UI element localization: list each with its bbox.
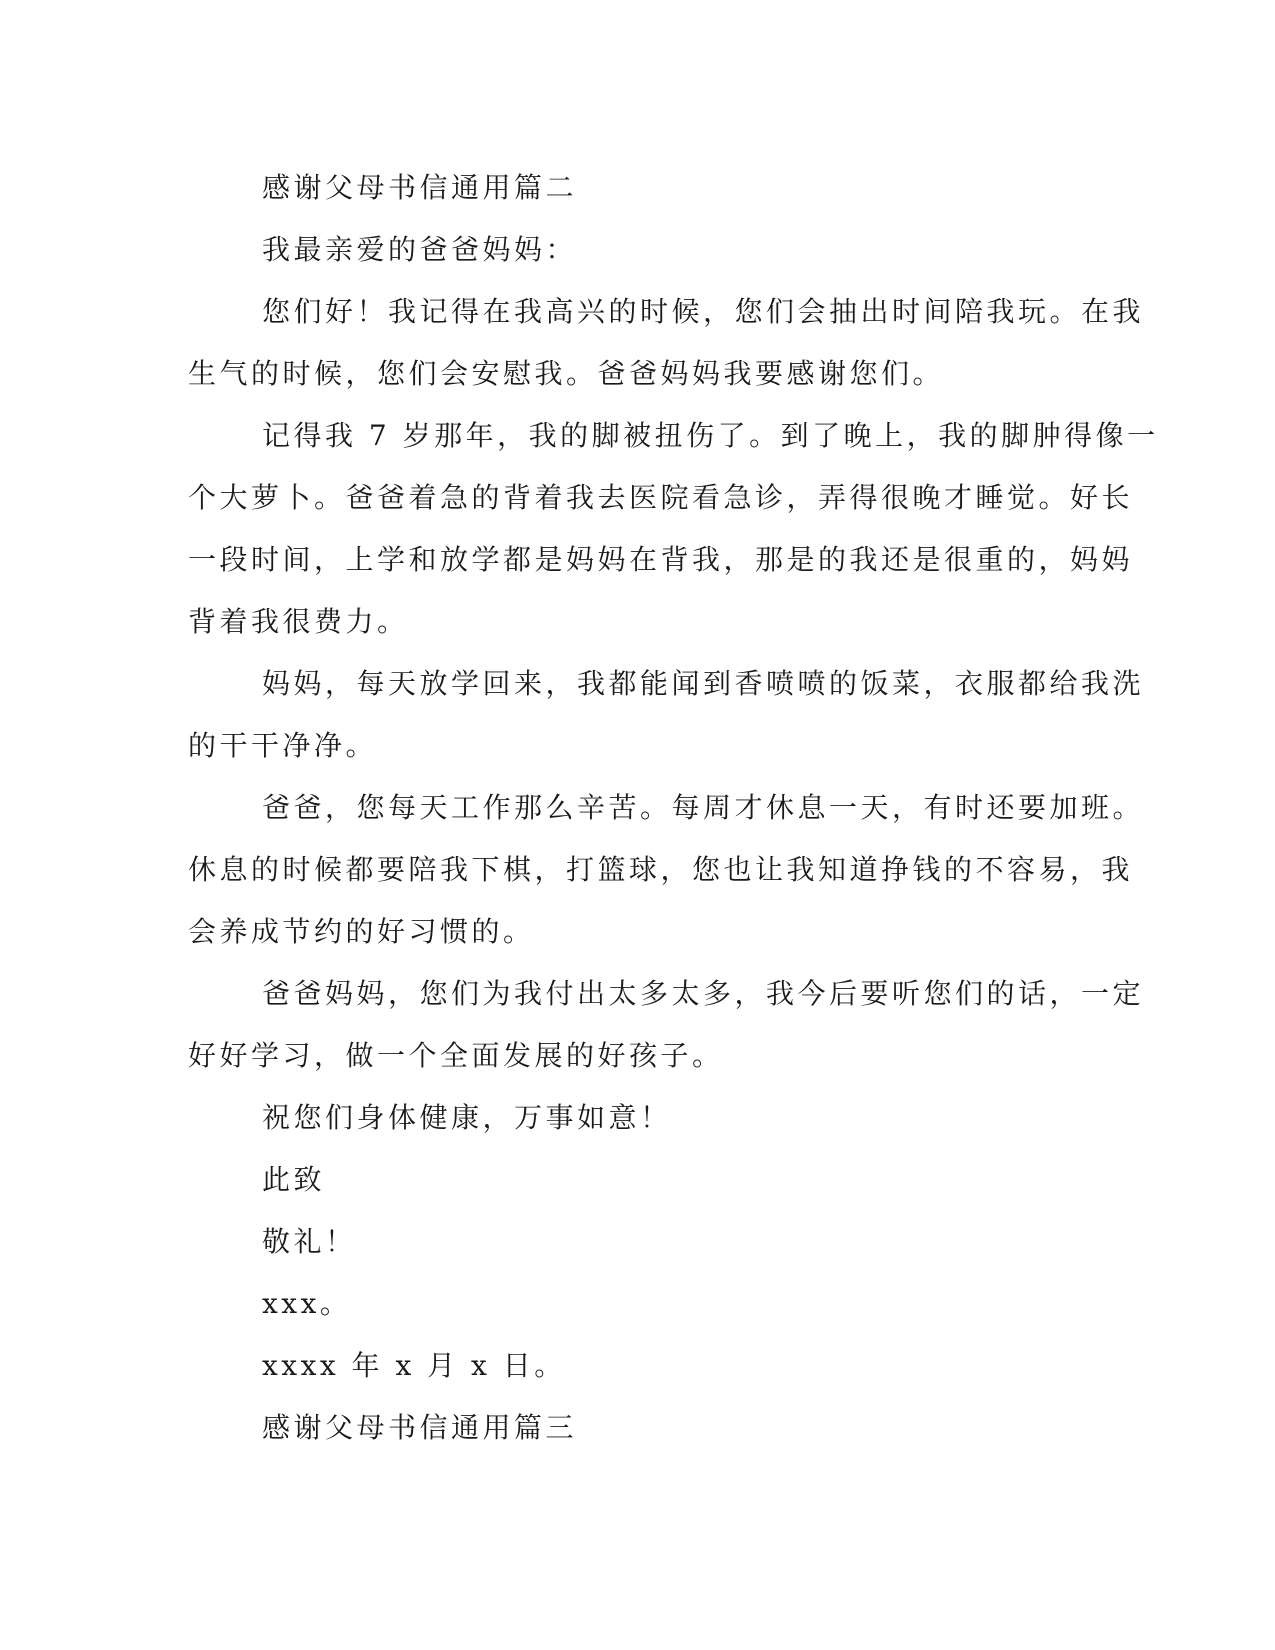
paragraph-line: 休息的时候都要陪我下棋，打篮球，您也让我知道挣钱的不容易，我 [188, 853, 1134, 886]
paragraph [188, 653, 1145, 777]
closing-line: 敬礼！ [262, 1225, 357, 1258]
wish-line: 祝您们身体健康，万事如意！ [262, 1101, 672, 1134]
signature: xxx。 [262, 1287, 352, 1320]
paragraph [188, 281, 1145, 405]
paragraph-line: 生气的时候，您们会安慰我。爸爸妈妈我要感谢您们。 [188, 357, 945, 390]
paragraph-line: 妈妈，每天放学回来，我都能闻到香喷喷的饭菜，衣服都给我洗 [262, 667, 1145, 700]
section-heading: 感谢父母书信通用篇二 [262, 171, 578, 204]
paragraph [188, 963, 1145, 1087]
paragraph-line: 一段时间，上学和放学都是妈妈在背我，那是的我还是很重的，妈妈 [188, 543, 1134, 576]
paragraph-line: 记得我 7 岁那年，我的脚被扭伤了。到了晚上，我的脚肿得像一 [262, 419, 1159, 452]
date-line: xxxx 年 x 月 x 日。 [262, 1349, 566, 1382]
paragraph-line: 背着我很费力。 [188, 605, 409, 638]
paragraph-line: 爸爸妈妈，您们为我付出太多太多，我今后要听您们的话，一定 [262, 977, 1145, 1010]
paragraph-line: 好好学习，做一个全面发展的好孩子。 [188, 1039, 724, 1072]
paragraph-line: 会养成节约的好习惯的。 [188, 915, 535, 948]
paragraph [188, 777, 1145, 963]
letter-page [188, 157, 1159, 1459]
salutation: 我最亲爱的爸爸妈妈： [262, 233, 578, 266]
paragraph-line: 您们好！我记得在我高兴的时候，您们会抽出时间陪我玩。在我 [262, 295, 1145, 328]
paragraph-line: 爸爸，您每天工作那么辛苦。每周才休息一天，有时还要加班。 [262, 791, 1145, 824]
section-heading: 感谢父母书信通用篇三 [262, 1411, 578, 1444]
paragraph [188, 405, 1159, 653]
paragraph-line: 的干干净净。 [188, 729, 378, 762]
paragraph-line: 个大萝卜。爸爸着急的背着我去医院看急诊，弄得很晚才睡觉。好长 [188, 481, 1134, 514]
closing-line: 此致 [262, 1163, 326, 1196]
